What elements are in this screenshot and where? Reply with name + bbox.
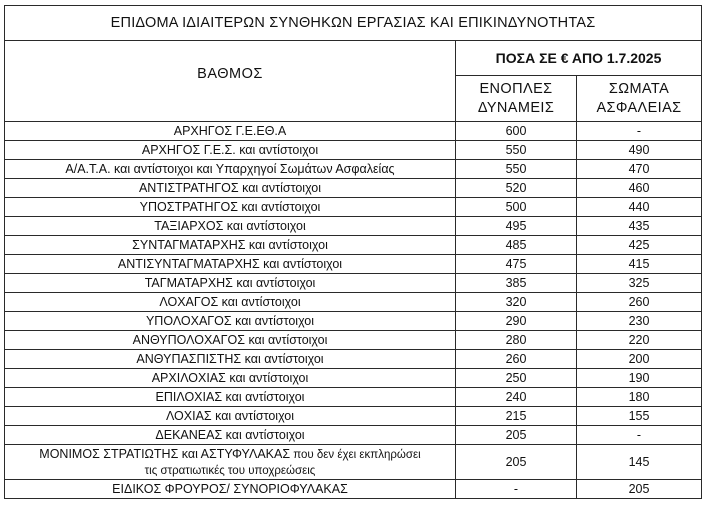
rank-cell-line1-note: που δεν έχει εκπληρώσει (290, 448, 421, 461)
rank-cell: ΔΕΚΑΝΕΑΣ και αντίστοιχοι (5, 426, 456, 445)
table-row (5, 350, 702, 369)
rank-cell: ΑΝΘΥΠΑΣΠΙΣΤΗΣ και αντίστοιχοι (5, 350, 456, 369)
security-forces-amount: - (577, 122, 702, 141)
table-row (5, 274, 702, 293)
security-forces-amount: 425 (577, 236, 702, 255)
security-forces-header-line2: ΑΣΦΑΛΕΙΑΣ (596, 99, 682, 116)
title-row (5, 6, 702, 41)
table-row (5, 369, 702, 388)
table-row (5, 445, 702, 480)
table-row (5, 426, 702, 445)
security-forces-amount: 220 (577, 331, 702, 350)
table-row (5, 198, 702, 217)
armed-forces-amount: 205 (456, 445, 577, 480)
rank-cell: ΑΝΤΙΣΤΡΑΤΗΓΟΣ και αντίστοιχοι (5, 179, 456, 198)
rank-column-header-label: ΒΑΘΜΟΣ (197, 66, 263, 82)
table-row (5, 160, 702, 179)
armed-forces-amount: 320 (456, 293, 577, 312)
table-row (5, 407, 702, 426)
table-row (5, 179, 702, 198)
rank-cell: ΕΠΙΛΟΧΙΑΣ και αντίστοιχοι (5, 388, 456, 407)
rank-cell: ΑΡΧΗΓΟΣ Γ.Ε.ΕΘ.Α (5, 122, 456, 141)
security-forces-amount: 470 (577, 160, 702, 179)
security-forces-amount: 205 (577, 480, 702, 499)
security-forces-amount: 230 (577, 312, 702, 331)
rank-cell: ΑΡΧΙΛΟΧΙΑΣ και αντίστοιχοι (5, 369, 456, 388)
armed-forces-amount: 500 (456, 198, 577, 217)
security-forces-amount: 415 (577, 255, 702, 274)
rank-cell: ΤΑΓΜΑΤΑΡΧΗΣ και αντίστοιχοι (5, 274, 456, 293)
table-title: ΕΠΙΔΟΜΑ ΙΔΙΑΙΤΕΡΩΝ ΣΥΝΘΗΚΩΝ ΕΡΓΑΣΙΑΣ ΚΑΙ ΕΠΙΚΙΝΔΥΝΟΤΗΤΑΣ (5, 6, 702, 41)
armed-forces-amount: 550 (456, 141, 577, 160)
table-row (5, 331, 702, 350)
rank-cell: ΛΟΧΙΑΣ και αντίστοιχοι (5, 407, 456, 426)
security-forces-amount: 190 (577, 369, 702, 388)
table-row (5, 388, 702, 407)
table-row (5, 122, 702, 141)
armed-forces-amount: 240 (456, 388, 577, 407)
armed-forces-amount: 260 (456, 350, 577, 369)
rank-cell: ΣΥΝΤΑΓΜΑΤΑΡΧΗΣ και αντίστοιχοι (5, 236, 456, 255)
armed-forces-amount: 495 (456, 217, 577, 236)
table-row (5, 236, 702, 255)
armed-forces-amount: 385 (456, 274, 577, 293)
armed-forces-amount: 520 (456, 179, 577, 198)
rank-cell: ΑΡΧΗΓΟΣ Γ.Ε.Σ. και αντίστοιχοι (5, 141, 456, 160)
armed-forces-amount: 600 (456, 122, 577, 141)
armed-forces-amount: - (456, 480, 577, 499)
armed-forces-amount: 550 (456, 160, 577, 179)
rank-cell: Α/Α.Τ.Α. και αντίστοιχοι και Υπαρχηγοί Σωμάτων Ασφαλείας (5, 160, 456, 179)
rank-cell: ΛΟΧΑΓΟΣ και αντίστοιχοι (5, 293, 456, 312)
amount-header-row (5, 41, 702, 76)
rank-cell: ΤΑΞΙΑΡΧΟΣ και αντίστοιχοι (5, 217, 456, 236)
table-row (5, 255, 702, 274)
rank-cell: ΑΝΤΙΣΥΝΤΑΓΜΑΤΑΡΧΗΣ και αντίστοιχοι (5, 255, 456, 274)
table-row (5, 141, 702, 160)
security-forces-amount: 200 (577, 350, 702, 369)
armed-forces-amount: 250 (456, 369, 577, 388)
armed-forces-amount: 280 (456, 331, 577, 350)
armed-forces-header-line1: ΕΝΟΠΛΕΣ (479, 80, 553, 97)
security-forces-amount: - (577, 426, 702, 445)
security-forces-header-line1: ΣΩΜΑΤΑ (608, 80, 670, 97)
rank-cell: ΕΙΔΙΚΟΣ ΦΡΟΥΡΟΣ/ ΣΥΝΟΡΙΟΦΥΛΑΚΑΣ (5, 480, 456, 499)
rank-cell-line2: τις στρατιωτικές του υποχρεώσεις (144, 464, 316, 477)
rank-cell: ΥΠΟΛΟΧΑΓΟΣ και αντίστοιχοι (5, 312, 456, 331)
security-forces-amount: 145 (577, 445, 702, 480)
armed-forces-amount: 485 (456, 236, 577, 255)
security-forces-amount: 180 (577, 388, 702, 407)
security-forces-amount: 260 (577, 293, 702, 312)
table-row (5, 480, 702, 499)
security-forces-amount: 440 (577, 198, 702, 217)
security-forces-amount: 155 (577, 407, 702, 426)
allowance-table (4, 5, 702, 499)
armed-forces-amount: 475 (456, 255, 577, 274)
armed-forces-column-header (456, 76, 577, 122)
table-row (5, 293, 702, 312)
security-forces-column-header (577, 76, 702, 122)
table-row (5, 217, 702, 236)
rank-cell: ΥΠΟΣΤΡΑΤΗΓΟΣ και αντίστοιχοι (5, 198, 456, 217)
rank-column-header (5, 41, 456, 122)
security-forces-amount: 435 (577, 217, 702, 236)
security-forces-amount: 460 (577, 179, 702, 198)
table-body (5, 6, 702, 499)
armed-forces-amount: 290 (456, 312, 577, 331)
armed-forces-amount: 215 (456, 407, 577, 426)
armed-forces-header-line2: ΔΥΝΑΜΕΙΣ (477, 99, 555, 116)
security-forces-amount: 325 (577, 274, 702, 293)
rank-cell: ΑΝΘΥΠΟΛΟΧΑΓΟΣ και αντίστοιχοι (5, 331, 456, 350)
rank-cell-line1-main: ΜΟΝΙΜΟΣ ΣΤΡΑΤΙΩΤΗΣ και ΑΣΤΥΦΥΛΑΚΑΣ (39, 446, 291, 461)
rank-cell (5, 445, 456, 480)
table-row (5, 312, 702, 331)
security-forces-amount: 490 (577, 141, 702, 160)
amounts-header: ΠΟΣΑ ΣΕ € ΑΠΟ 1.7.2025 (456, 41, 702, 76)
rank-cell-line1 (5, 446, 455, 463)
armed-forces-amount: 205 (456, 426, 577, 445)
